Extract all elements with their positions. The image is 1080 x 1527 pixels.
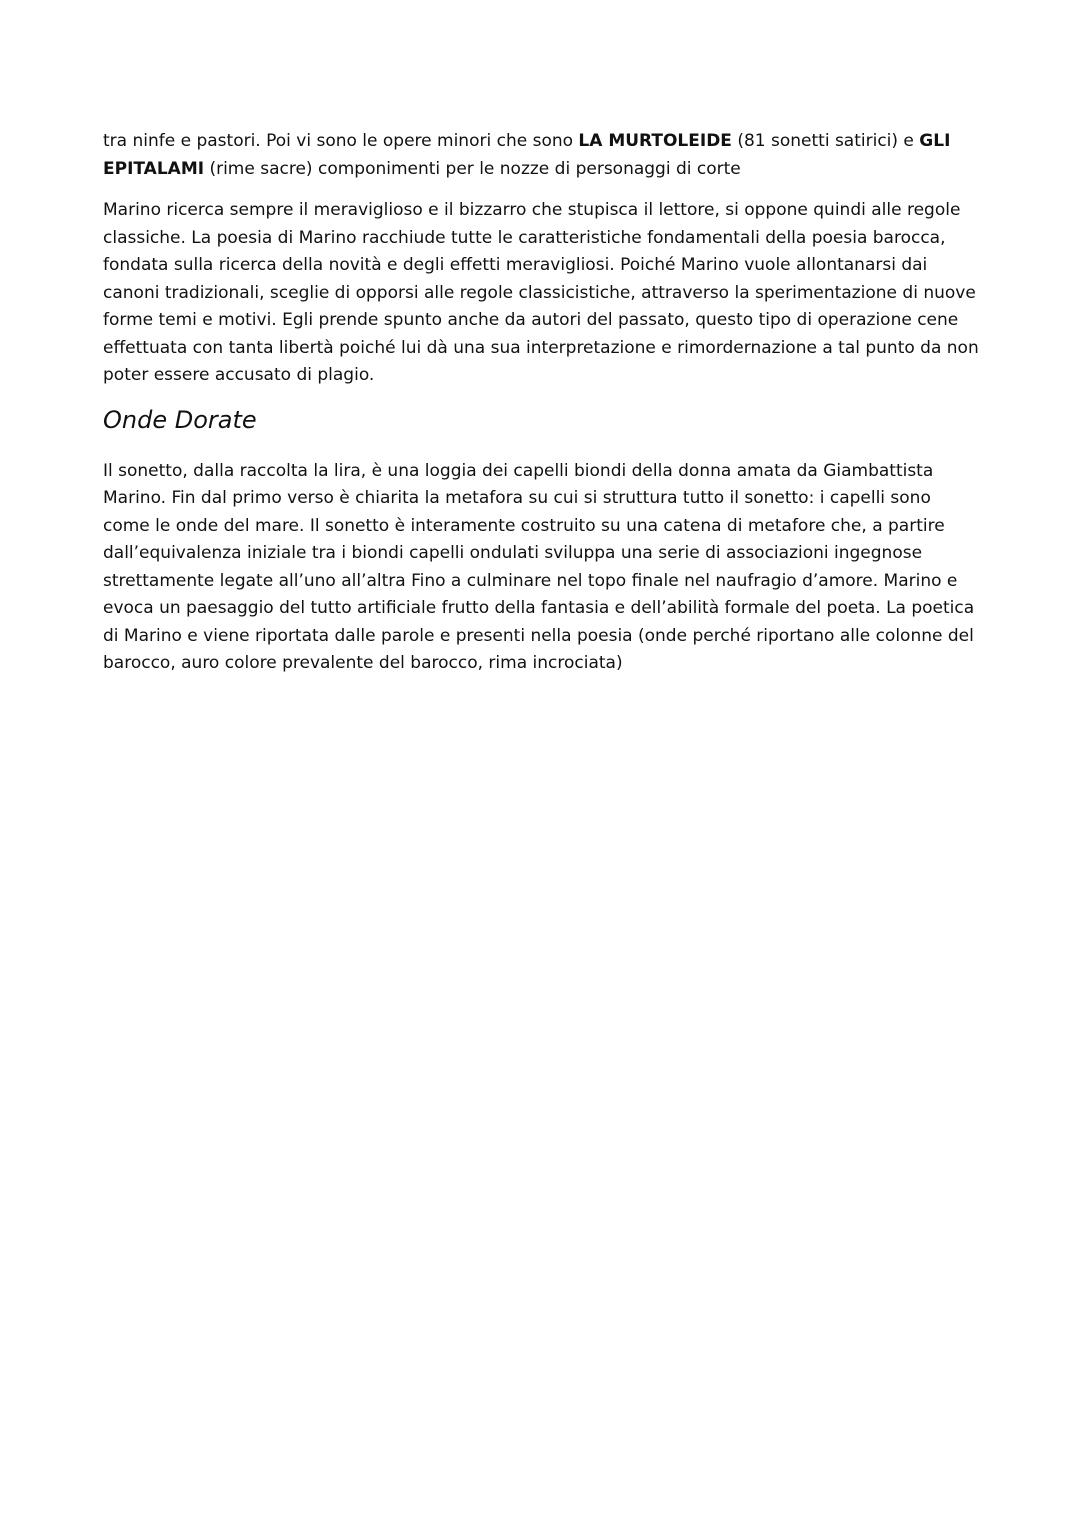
section-heading: Onde Dorate xyxy=(103,405,257,434)
paragraph-text: tra ninfe e pastori. Poi vi sono le opere minori che sono xyxy=(103,131,579,151)
paragraph-text: (rime sacre) componimenti per le nozze di personaggi di corte xyxy=(204,158,741,179)
bold-title-murtoleide: LA MURTOLEIDE xyxy=(578,131,732,151)
paragraph-poetica-marino: Marino ricerca sempre il meraviglioso e il bizzarro che stupisca il lettore, si oppone quindi alle regole classiche. La poesia di Marino racchiude tutte le caratteristiche fondamentali della poesia barocca, fondata sulla ricerca della novità e degli effetti meravigliosi. Poiché Marino vuole allontanarsi dai canoni tradizionali, sceglie di opporsi alle regole classicistiche, attraverso la sperimentazione di nuove forme temi e motivi. Egli prende spunto anche da autori del passato, questo tipo di operazione cene effettuata con tanta libertà poiché lui dà una sua interpretazione e rimordernazione a tal punto da non poter essere accusato di plagio. xyxy=(103,200,979,385)
bold-title-epitalami: GLI EPITALAMI xyxy=(103,131,951,179)
document-page xyxy=(103,128,983,678)
paragraph-text: (81 sonetti satirici) e xyxy=(731,131,920,151)
paragraph-opere-minori xyxy=(103,128,983,183)
paragraph-onde-dorate: Il sonetto, dalla raccolta la lira, è una loggia dei capelli biondi della donna amata da Giambattista Marino. Fin dal primo verso è chiarita la metafora su cui si struttura tutto il sonetto: i capelli sono come le onde del mare. Il sonetto è interamente costruito su una catena di metafore che, a partire dall’equivalenza iniziale tra i biondi capelli ondulati sviluppa una serie di associazioni ingegnose strettamente legate all’uno all’altra Fino a culminare nel topo finale nel naufragio d’amore. Marino e evoca un paesaggio del tutto artificiale frutto della fantasia e dell’abilità formale del poeta. La poetica di Marino e viene riportata dalle parole e presenti nella poesia (onde perché riportano alle colonne del barocco, auro colore prevalente del barocco, rima incrociata) xyxy=(103,460,975,673)
